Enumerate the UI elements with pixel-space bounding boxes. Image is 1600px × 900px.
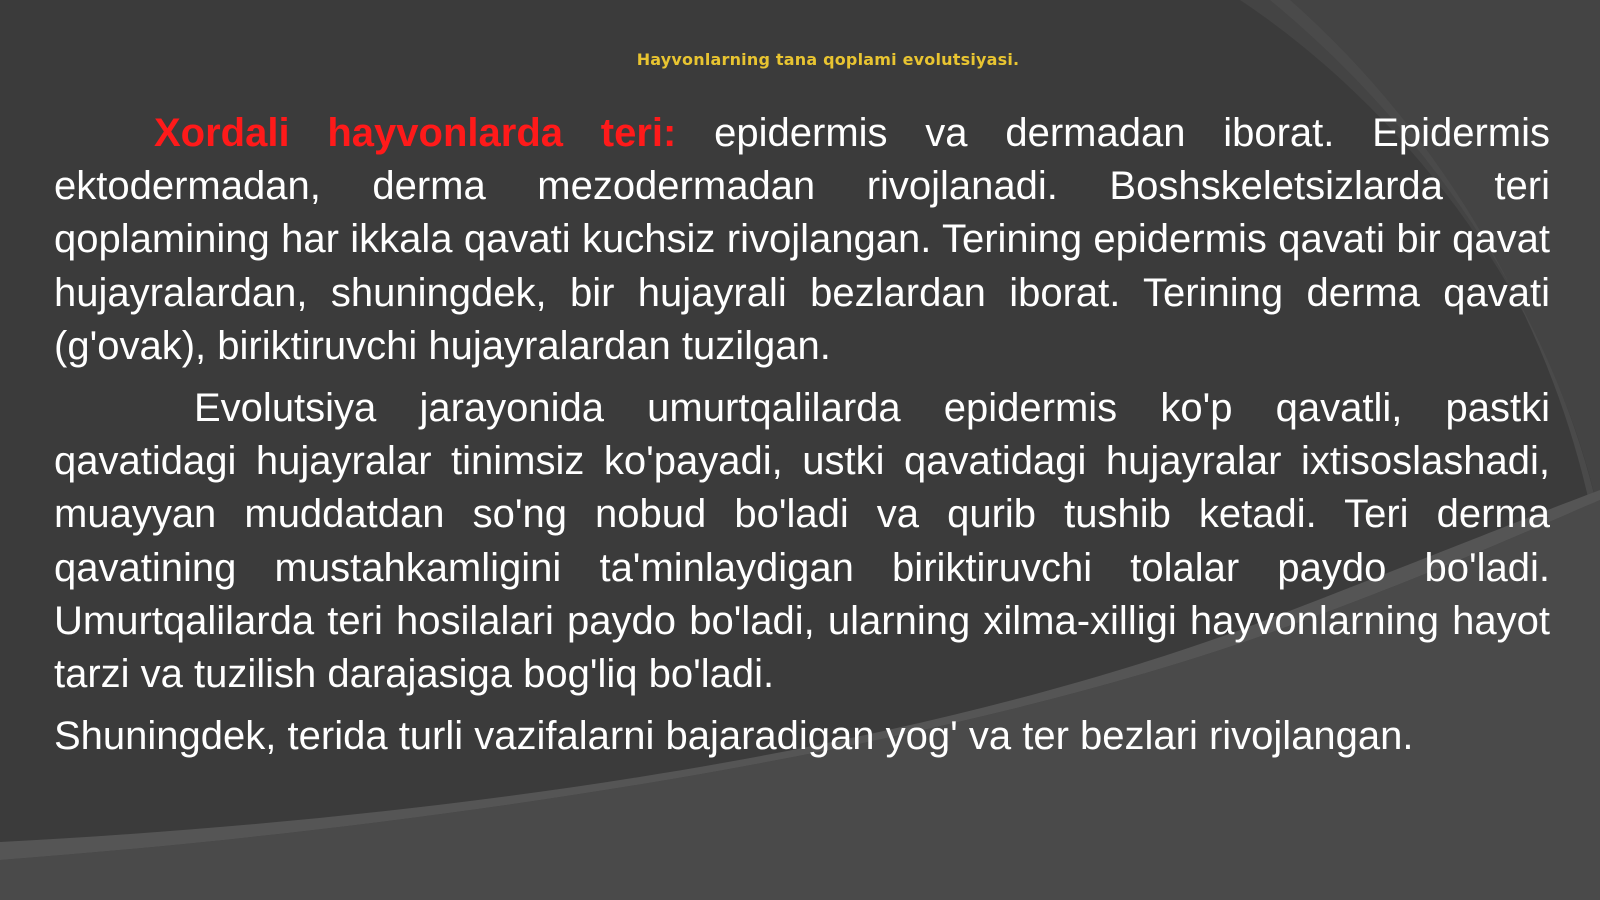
highlight-term: Xordali hayvonlarda teri: (154, 111, 677, 155)
paragraph-2: Evolutsiya jarayonida umurtqalilarda epidermis ko'p qavatli, pastki qavatidagi hujayralar tinimsiz ko'payadi, ustki qavatidagi hujayralar ixtisoslashadi, muayyan muddatdan so'ng nobud bo'ladi va qurib tushib ketadi. Teri derma qavatining mustahkamligini ta'minlaydigan biriktiruvchi tolalar paydo bo'ladi. Umurtqalilarda teri hosilalari paydo bo'ladi, ularning xilma-xilligi hayvonlarning hayot tarzi va tuzilish darajasiga bog'liq bo'ladi. (54, 386, 1550, 697)
paragraph-1-text: epidermis va dermadan iborat. Epidermis ektodermadan, derma mezodermadan rivojlanadi. Boshskeletsizlarda teri qoplamining har ikkala qavati kuchsiz rivojlangan. Terining epidermis qavati bir qavat hujayralardan, shuningdek, bir hujayrali bezlardan iborat. Terining derma qavati (g'ovak), biriktiruvchi hujayralardan tuzilgan. (54, 111, 1550, 368)
slide-title: Hayvonlarning tana qoplami evolutsiyasi. (636, 50, 1020, 69)
paragraph-1 (54, 107, 1550, 373)
slide-body (54, 107, 1550, 763)
paragraph-3: Shuningdek, terida turli vazifalarni bajaradigan yog' va ter bezlari rivojlangan. (54, 714, 1414, 759)
